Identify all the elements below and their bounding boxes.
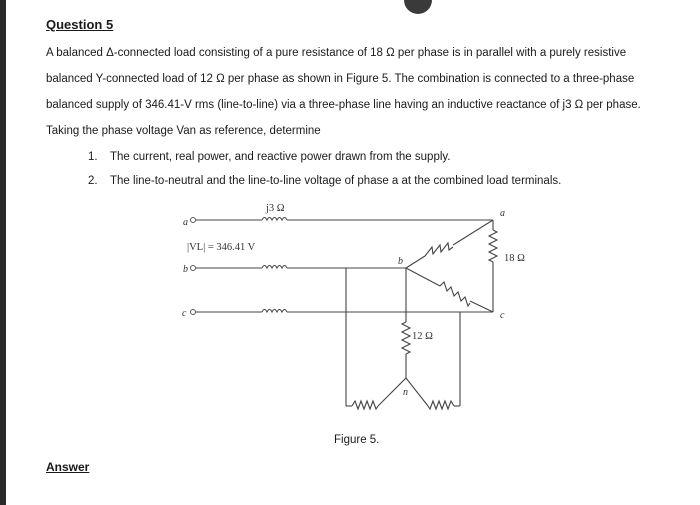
question-line-2: balanced Y-connected load of 12 Ω per phase as shown in Figure 5. The combination is connected to a three-phase [46,73,635,85]
terminal-c-label: c [182,308,187,319]
delta-node-c-label: c [500,310,505,321]
wye-resistance-label: 12 Ω [412,331,433,342]
delta-node-a-label: a [500,208,505,219]
task-number: 2. [88,175,98,187]
question-line-4: Taking the phase voltage Van as reference, determine [46,125,321,137]
neutral-label: n [403,387,408,398]
answer-label: Answer [46,460,90,474]
question-line-1: A balanced Δ-connected load consisting of a pure resistance of 18 Ω per phase is in parallel with a purely resistive [46,47,627,59]
task-number: 1. [88,151,98,163]
delta-resistance-label: 18 Ω [504,253,525,264]
task-text: The current, real power, and reactive power drawn from the supply. [110,151,451,163]
line-reactance-label: j3 Ω [266,203,285,214]
terminal-b-label: b [183,264,188,275]
delta-node-b-label: b [398,256,403,267]
supply-voltage-label: |VL| = 346.41 V [187,242,256,253]
question-heading: Question 5 [46,17,114,32]
question-line-3: balanced supply of 346.41-V rms (line-to-line) via a three-phase line having an inductive reactance of j3 Ω per phase. [46,99,641,111]
figure-caption: Figure 5. [334,434,380,446]
terminal-a-label: a [183,217,188,228]
task-text: The line-to-neutral and the line-to-line voltage of phase a at the combined load terminals. [110,175,562,187]
